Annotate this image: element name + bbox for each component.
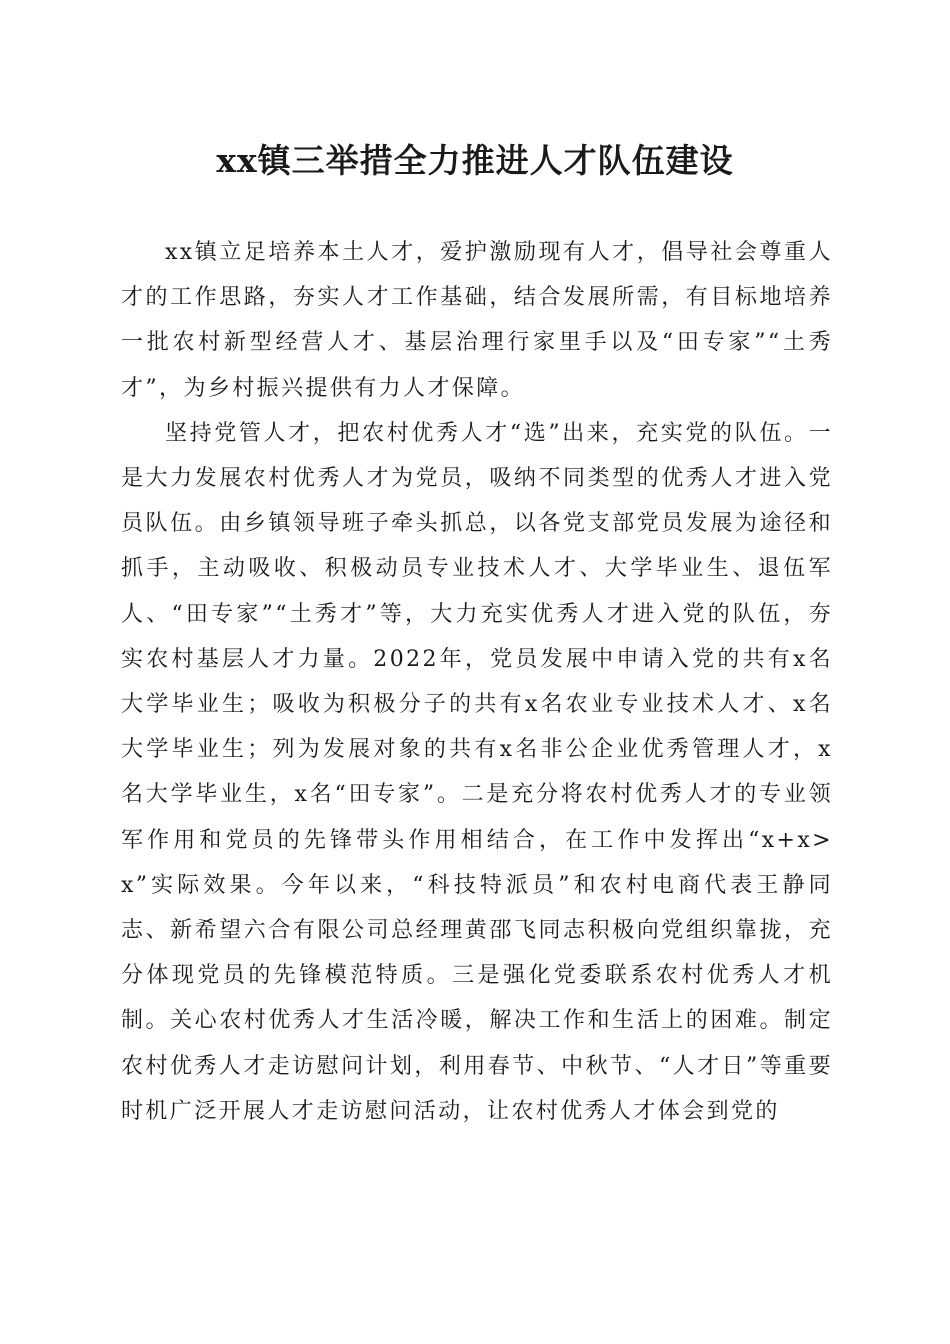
- paragraph-party-talent: 坚持党管人才，把农村优秀人才“选”出来，充实党的队伍。一是大力发展农村优秀人才为党员，吸纳不同类型的优秀人才进入党员队伍。由乡镇领导班子牵头抓总，以各党支部党员发展为途径和抓手，主动吸收、积极动员专业技术人才、大学毕业生、退伍军人、“田专家”“土秀才”等，大力充实优秀人才进入党的队伍，夯实农村基层人才力量。2022年，党员发展中申请入党的共有x名大学毕业生；吸收为积极分子的共有x名农业专业技术人才、x名大学毕业生；列为发展对象的共有x名非公企业优秀管理人才，x名大学毕业生，x名“田专家”。二是充分将农村优秀人才的专业领军作用和党员的先锋带头作用相结合，在工作中发挥出“x+x>x”实际效果。今年以来，“科技特派员”和农村电商代表王静同志、新希望六合有限公司总经理黄邵飞同志积极向党组织靠拢，充分体现党员的先锋模范特质。三是强化党委联系农村优秀人才机制。关心农村优秀人才生活冷暖，解决工作和生活上的困难。制定农村优秀人才走访慰问计划，利用春节、中秋节、“人才日”等重要时机广泛开展人才走访慰问活动，让农村优秀人才体会到党的: [121, 420, 833, 1124]
- document-title: xx镇三举措全力推进人才队伍建设: [216, 141, 734, 180]
- paragraph-intro: xx镇立足培养本土人才，爱护激励现有人才，倡导社会尊重人才的工作思路，夯实人才工作基础，结合发展所需，有目标地培养一批农村新型经营人才、基层治理行家里手以及“田专家”“土秀才”，为乡村振兴提供有力人才保障。: [121, 240, 833, 401]
- document-body: [121, 230, 833, 1134]
